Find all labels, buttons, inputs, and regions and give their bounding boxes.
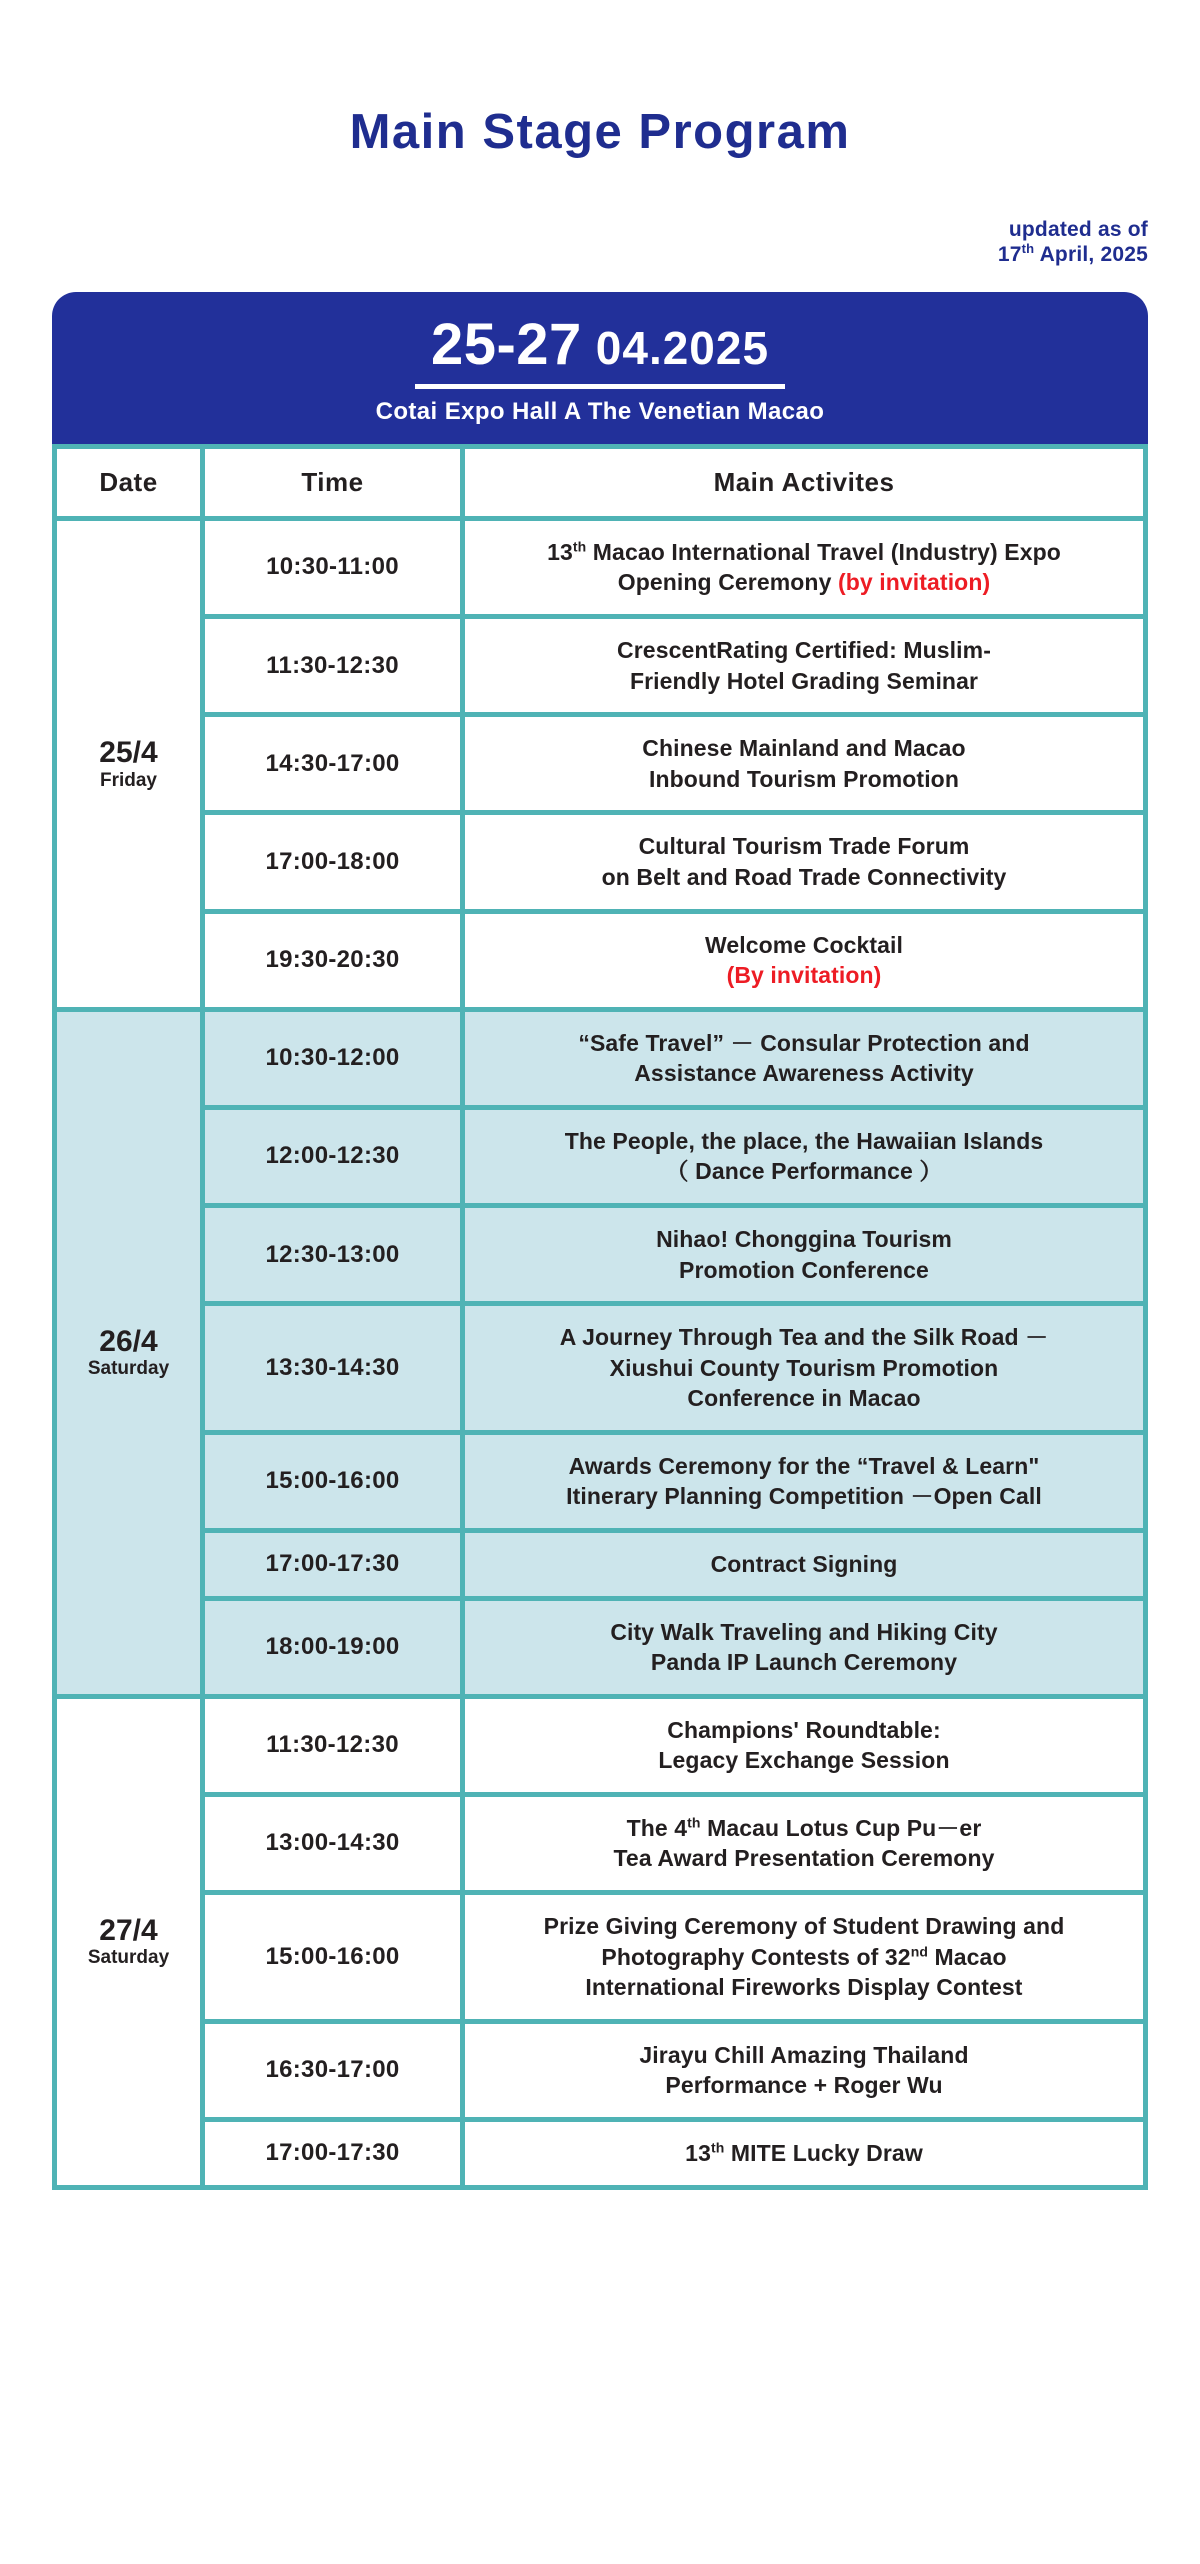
banner-day-range: 25-27	[430, 311, 582, 377]
column-header-activities: Main Activites	[463, 446, 1146, 518]
schedule-table-wrapper	[52, 444, 1148, 2190]
table-row	[55, 1009, 1146, 1107]
activity-text: on Belt and Road Trade Connectivity	[601, 863, 1007, 890]
activity-text: Cultural Tourism Trade Forum	[638, 833, 970, 860]
activity-text: Prize Giving Ceremony of Student Drawing and	[543, 1913, 1065, 1940]
column-header-date: Date	[55, 446, 203, 518]
table-row	[55, 813, 1146, 911]
time-cell: 17:00-17:30	[203, 2119, 463, 2187]
banner-venue: Cotai Expo Hall A The Venetian Macao	[375, 397, 825, 425]
time-cell: 11:30-12:30	[203, 1696, 463, 1794]
activity-text: MITE Lucky Draw	[724, 2139, 923, 2166]
ordinal-suffix: th	[572, 538, 587, 555]
activity-cell	[463, 1304, 1146, 1433]
activity-line	[479, 960, 1129, 991]
activity-line	[479, 2040, 1129, 2071]
table-row	[55, 1432, 1146, 1530]
table-row	[55, 617, 1146, 715]
activity-line	[479, 764, 1129, 795]
table-row	[55, 1107, 1146, 1205]
page-root	[0, 33, 1200, 2190]
activity-cell	[463, 518, 1146, 616]
ordinal-suffix: th	[687, 1814, 701, 1831]
activity-line	[479, 733, 1129, 764]
table-row	[55, 1531, 1146, 1599]
table-header-row	[55, 446, 1146, 518]
activity-text: Contract Signing	[710, 1551, 898, 1578]
table-row	[55, 715, 1146, 813]
activity-line	[479, 1647, 1129, 1678]
time-cell: 10:30-11:00	[203, 518, 463, 616]
activity-line	[479, 1813, 1129, 1844]
activity-text: Macau Lotus Cup Pu－er	[700, 1814, 982, 1841]
ordinal-suffix: th	[710, 2139, 725, 2156]
schedule-table-head	[55, 446, 1146, 518]
activity-text: Nihao! Chonggina Tourism	[656, 1225, 952, 1252]
activity-text: Assistance Awareness Activity	[634, 1060, 974, 1087]
activity-text: International Fireworks Display Contest	[585, 1974, 1023, 2001]
activity-text: Tea Award Presentation Ceremony	[613, 1845, 995, 1872]
page-title: Main Stage Program	[349, 104, 851, 159]
time-cell: 14:30-17:00	[203, 715, 463, 813]
date-cell	[55, 1696, 203, 2187]
activity-line	[479, 1715, 1129, 1746]
time-cell: 12:00-12:30	[203, 1107, 463, 1205]
activity-cell	[463, 2021, 1146, 2119]
activity-line	[479, 1058, 1129, 1089]
banner-month-year: 04.2025	[595, 321, 770, 374]
updated-date	[0, 242, 1148, 268]
activity-line	[479, 1156, 1129, 1187]
time-cell: 11:30-12:30	[203, 617, 463, 715]
weekday-value: Friday	[99, 769, 158, 791]
column-header-time: Time	[203, 446, 463, 518]
time-cell: 13:00-14:30	[203, 1794, 463, 1892]
activity-text: Xiushui County Tourism Promotion	[609, 1354, 999, 1381]
table-row	[55, 518, 1146, 616]
activity-cell	[463, 1107, 1146, 1205]
table-row	[55, 911, 1146, 1009]
time-cell: 15:00-16:00	[203, 1432, 463, 1530]
time-cell: 10:30-12:00	[203, 1009, 463, 1107]
activity-cell	[463, 1009, 1146, 1107]
activity-line	[479, 1126, 1129, 1157]
activity-line	[479, 1972, 1129, 2003]
table-row	[55, 1304, 1146, 1433]
activity-text: Promotion Conference	[679, 1256, 929, 1283]
ordinal-suffix: nd	[910, 1942, 929, 1959]
table-row	[55, 1794, 1146, 1892]
updated-day-suffix: th	[1021, 241, 1035, 257]
activity-line	[479, 1617, 1129, 1648]
activity-text: 13	[547, 538, 573, 565]
updated-day: 17	[997, 243, 1022, 267]
updated-label: updated as of	[1008, 217, 1148, 241]
activity-text: Macao	[928, 1943, 1007, 1970]
activity-cell	[463, 1696, 1146, 1794]
activity-cell	[463, 813, 1146, 911]
activity-line	[479, 537, 1129, 568]
weekday-value: Saturday	[87, 1358, 170, 1380]
table-row	[55, 2119, 1146, 2187]
activity-line	[479, 1028, 1129, 1059]
schedule-table-body	[55, 518, 1146, 2187]
activity-line	[479, 2138, 1129, 2169]
activity-line	[479, 1353, 1129, 1384]
activity-text: Macao International Travel (Industry) Expo	[586, 538, 1061, 565]
activity-text: （ Dance Performance ）	[665, 1158, 943, 1185]
activity-cell	[463, 617, 1146, 715]
table-row	[55, 1205, 1146, 1303]
invitation-note: (by invitation)	[837, 569, 991, 596]
date-cell	[55, 1009, 203, 1696]
activity-text: Jirayu Chill Amazing Thailand	[639, 2041, 969, 2068]
activity-cell	[463, 1893, 1146, 2022]
activity-text: The 4	[626, 1814, 688, 1841]
activity-line	[479, 1481, 1129, 1512]
activity-line	[479, 1224, 1129, 1255]
weekday-value: Saturday	[87, 1947, 170, 1969]
activity-text: Photography Contests of 32	[601, 1943, 911, 1970]
activity-cell	[463, 2119, 1146, 2187]
activity-cell	[463, 715, 1146, 813]
activity-text: Panda IP Launch Ceremony	[650, 1649, 958, 1676]
activity-line	[479, 1549, 1129, 1580]
time-cell: 19:30-20:30	[203, 911, 463, 1009]
activity-line	[479, 1745, 1129, 1776]
table-row	[55, 1696, 1146, 1794]
banner-date-line	[52, 311, 1148, 377]
time-cell: 18:00-19:00	[203, 1598, 463, 1696]
time-cell: 15:00-16:00	[203, 1893, 463, 2022]
invitation-note: (By invitation)	[726, 962, 882, 989]
table-row	[55, 1598, 1146, 1696]
activity-line	[479, 567, 1129, 598]
activity-text: Inbound Tourism Promotion	[649, 765, 959, 792]
time-cell: 17:00-18:00	[203, 813, 463, 911]
activity-line	[479, 2070, 1129, 2101]
date-value: 26/4	[99, 1324, 158, 1358]
updated-as-of-note	[0, 190, 1200, 268]
activity-line	[479, 1942, 1129, 1973]
activity-text: Conference in Macao	[687, 1385, 921, 1412]
activity-cell	[463, 1794, 1146, 1892]
activity-line	[479, 1383, 1129, 1414]
activity-text: City Walk Traveling and Hiking City	[610, 1618, 998, 1645]
activity-text: Awards Ceremony for the “Travel & Learn"	[568, 1452, 1040, 1479]
activity-text: A Journey Through Tea and the Silk Road －	[559, 1324, 1049, 1351]
date-cell	[55, 518, 203, 1009]
table-row	[55, 2021, 1146, 2119]
activity-cell	[463, 1531, 1146, 1599]
time-cell: 16:30-17:00	[203, 2021, 463, 2119]
table-row	[55, 1893, 1146, 2022]
activity-line	[479, 930, 1129, 961]
date-value: 25/4	[99, 736, 158, 770]
activity-line	[479, 831, 1129, 862]
banner-divider	[415, 384, 785, 389]
activity-line	[479, 1911, 1129, 1942]
time-cell: 12:30-13:00	[203, 1205, 463, 1303]
activity-text: Opening Ceremony	[617, 569, 838, 596]
activity-cell	[463, 1598, 1146, 1696]
activity-text: Performance + Roger Wu	[665, 2072, 943, 2099]
time-cell: 17:00-17:30	[203, 1531, 463, 1599]
activity-line	[479, 1843, 1129, 1874]
activity-cell	[463, 1205, 1146, 1303]
activity-line	[479, 635, 1129, 666]
activity-text: Friendly Hotel Grading Seminar	[629, 667, 979, 694]
time-cell: 13:30-14:30	[203, 1304, 463, 1433]
activity-text: Itinerary Planning Competition －Open Call	[566, 1483, 1042, 1510]
updated-month-year: April, 2025	[1034, 243, 1148, 267]
activity-line	[479, 1322, 1129, 1353]
activity-text: Legacy Exchange Session	[658, 1747, 950, 1774]
activity-cell	[463, 1432, 1146, 1530]
date-value: 27/4	[99, 1913, 158, 1947]
activity-text: Welcome Cocktail	[704, 931, 904, 958]
activity-line	[479, 666, 1129, 697]
schedule-table	[52, 444, 1148, 2190]
activity-text: Champions' Roundtable:	[667, 1716, 941, 1743]
activity-text: “Safe Travel” － Consular Protection and	[578, 1029, 1030, 1056]
activity-line	[479, 1255, 1129, 1286]
activity-text: CrescentRating Certified: Muslim-	[617, 637, 991, 664]
activity-line	[479, 1451, 1129, 1482]
event-banner	[52, 292, 1148, 444]
activity-line	[479, 862, 1129, 893]
activity-text: The People, the place, the Hawaiian Islands	[564, 1127, 1044, 1154]
activity-text: Chinese Mainland and Macao	[642, 735, 966, 762]
activity-cell	[463, 911, 1146, 1009]
activity-text: 13	[685, 2139, 711, 2166]
